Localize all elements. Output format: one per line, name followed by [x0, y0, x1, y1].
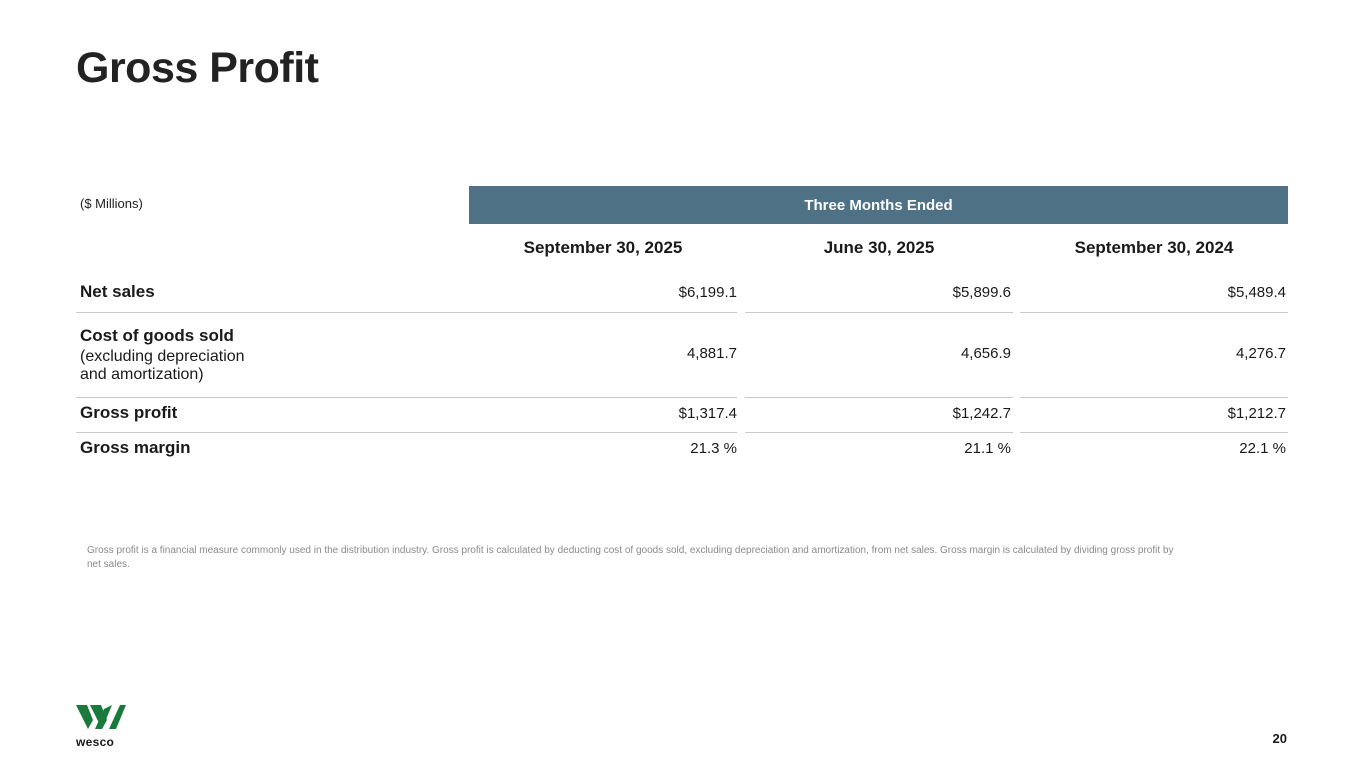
table-cell: 22.1 %	[1239, 440, 1286, 457]
column-header-sep-2025: September 30, 2025	[523, 238, 683, 257]
row-sublabel: (excluding depreciation	[80, 348, 245, 365]
table-cell: 4,276.7	[1235, 345, 1286, 362]
table-cell: $1,212.7	[1227, 405, 1286, 422]
wesco-w-logo-icon	[76, 705, 126, 729]
row-divider	[745, 312, 1013, 313]
row-label-main: Cost of goods sold	[80, 326, 234, 345]
table-cell: $5,489.4	[1227, 284, 1286, 301]
table-cell: $1,317.4	[678, 405, 737, 422]
row-divider	[76, 312, 737, 313]
table-cell: $5,899.6	[952, 284, 1011, 301]
row-divider	[1020, 397, 1288, 398]
table-cell: 21.3 %	[690, 440, 737, 457]
row-divider	[745, 432, 1013, 433]
footnote: Gross profit is a financial measure commonly used in the distribution industry. Gross profit is calculated by deducting cost of goods sold, excluding depreciation and amortization, from net sales. Gross margin is calculated by dividing gross profit by net sales.	[87, 545, 1174, 570]
column-header-sep-2024: September 30, 2024	[1074, 238, 1234, 257]
row-divider	[745, 397, 1013, 398]
table-cell: 4,881.7	[686, 345, 737, 362]
row-divider	[1020, 432, 1288, 433]
period-header: Three Months Ended	[469, 186, 1288, 224]
row-divider	[76, 397, 737, 398]
table-cell: 4,656.9	[960, 345, 1011, 362]
page-title: Gross Profit	[76, 44, 319, 92]
page-number: 20	[1272, 731, 1287, 746]
row-label-cost-of-goods-sold	[80, 326, 245, 384]
row-label-net-sales: Net sales	[80, 282, 155, 301]
table-cell: $6,199.1	[678, 284, 737, 301]
row-divider	[1020, 312, 1288, 313]
table-cell: $1,242.7	[952, 405, 1011, 422]
logo-wordmark: wesco	[76, 735, 115, 749]
row-label-gross-profit: Gross profit	[80, 403, 178, 422]
row-divider	[76, 432, 737, 433]
table-cell: 21.1 %	[964, 440, 1011, 457]
row-sublabel: and amortization)	[80, 366, 204, 383]
row-label-gross-margin: Gross margin	[80, 438, 191, 457]
column-header-jun-2025: June 30, 2025	[823, 238, 935, 257]
units-label: ($ Millions)	[80, 196, 143, 211]
wesco-logo	[76, 705, 128, 749]
